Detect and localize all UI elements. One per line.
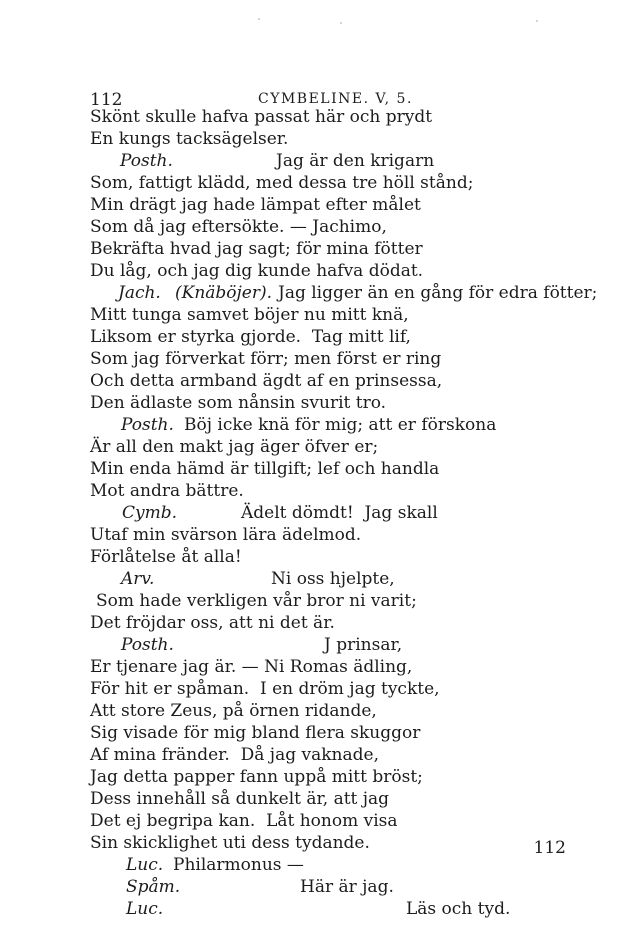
- verse-line-text: Som då jag eftersökte. — Jachimo,: [90, 217, 387, 237]
- verse-line-text: Er tjenare jag är. — Ni Romas ädling,: [90, 657, 413, 677]
- verse-line-text: Att store Zeus, på örnen ridande,: [90, 701, 377, 721]
- verse-line-text: Jag är den krigarn: [276, 151, 435, 171]
- verse-line-text: Som, fattigt klädd, med dessa tre höll stånd;: [90, 173, 474, 193]
- running-title: CYMBELINE. V, 5.: [258, 91, 413, 107]
- verse-line-text: Af mina fränder. Då jag vaknade,: [90, 745, 379, 765]
- page-number-bottom: 112: [533, 838, 566, 858]
- verse-line-text: Ni oss hjelpte,: [271, 569, 395, 589]
- paper-speck: [536, 20, 538, 22]
- speaker-name: Posth.: [121, 635, 174, 655]
- verse-line-text: Dess innehåll så dunkelt är, att jag: [90, 789, 390, 809]
- verse-line-text: Läs och tyd.: [406, 899, 511, 919]
- verse-line-text: Jag ligger än en gång för edra fötter;: [278, 283, 598, 303]
- speaker-name: Luc.: [126, 899, 164, 919]
- verse-line-text: Min drägt jag hade lämpat efter målet: [90, 195, 421, 215]
- verse-line-text: Mot andra bättre.: [90, 481, 244, 501]
- verse-line-text: Här är jag.: [300, 877, 394, 897]
- paper-speck: [258, 18, 260, 20]
- speaker-name: Luc.: [126, 855, 164, 875]
- verse-line-text: Skönt skulle hafva passat här och prydt: [90, 107, 433, 127]
- page-number-top: 112: [90, 90, 123, 110]
- verse-line-text: Den ädlaste som nånsin svurit tro.: [90, 393, 387, 413]
- verse-line-text: Det ej begripa kan. Låt honom visa: [90, 811, 398, 831]
- verse-line-text: Mitt tunga samvet böjer nu mitt knä,: [90, 305, 409, 325]
- speaker-name: Arv.: [121, 569, 155, 589]
- speaker-name: Posth.: [120, 151, 173, 171]
- verse-line-text: Utaf min svärson lära ädelmod.: [90, 525, 362, 545]
- verse-line-text: Sin skicklighet uti dess tydande.: [90, 833, 370, 853]
- speaker-name: Jach.: [118, 283, 161, 303]
- verse-line-text: Ädelt dömdt! Jag skall: [241, 503, 438, 523]
- paper-speck: [340, 22, 342, 24]
- verse-line-text: Och detta armband ägdt af en prinsessa,: [90, 371, 443, 391]
- verse-line-text: Bekräfta hvad jag sagt; för mina fötter: [90, 239, 423, 259]
- verse-line-text: För hit er spåman. I en dröm jag tyckte,: [90, 679, 440, 699]
- verse-line-text: Som hade verkligen vår bror ni varit;: [96, 591, 417, 611]
- verse-line-text: Det fröjdar oss, att ni det är.: [90, 613, 335, 633]
- verse-line-text: J prinsar,: [324, 635, 403, 655]
- verse-line-text: Är all den makt jag äger öfver er;: [90, 437, 379, 457]
- verse-line-text: En kungs tacksägelser.: [90, 129, 289, 149]
- stage-direction: (Knäböjer).: [175, 283, 273, 303]
- verse-line-text: Jag detta papper fann uppå mitt bröst;: [90, 767, 423, 787]
- verse-line-text: Philarmonus —: [173, 855, 304, 875]
- verse-line-text: Du låg, och jag dig kunde hafva dödat.: [90, 261, 424, 281]
- verse-line-text: Liksom er styrka gjorde. Tag mitt lif,: [90, 327, 411, 347]
- speaker-name: Spåm.: [126, 877, 181, 897]
- verse-line-text: Som jag förverkat förr; men först er ring: [90, 349, 442, 369]
- speaker-name: Posth.: [121, 415, 174, 435]
- verse-line-text: Sig visade för mig bland flera skuggor: [90, 723, 421, 743]
- verse-line-text: Min enda hämd är tillgift; lef och handla: [90, 459, 440, 479]
- speaker-name: Cymb.: [122, 503, 178, 523]
- verse-line-text: Böj icke knä för mig; att er förskona: [184, 415, 497, 435]
- verse-line-text: Förlåtelse åt alla!: [90, 547, 242, 567]
